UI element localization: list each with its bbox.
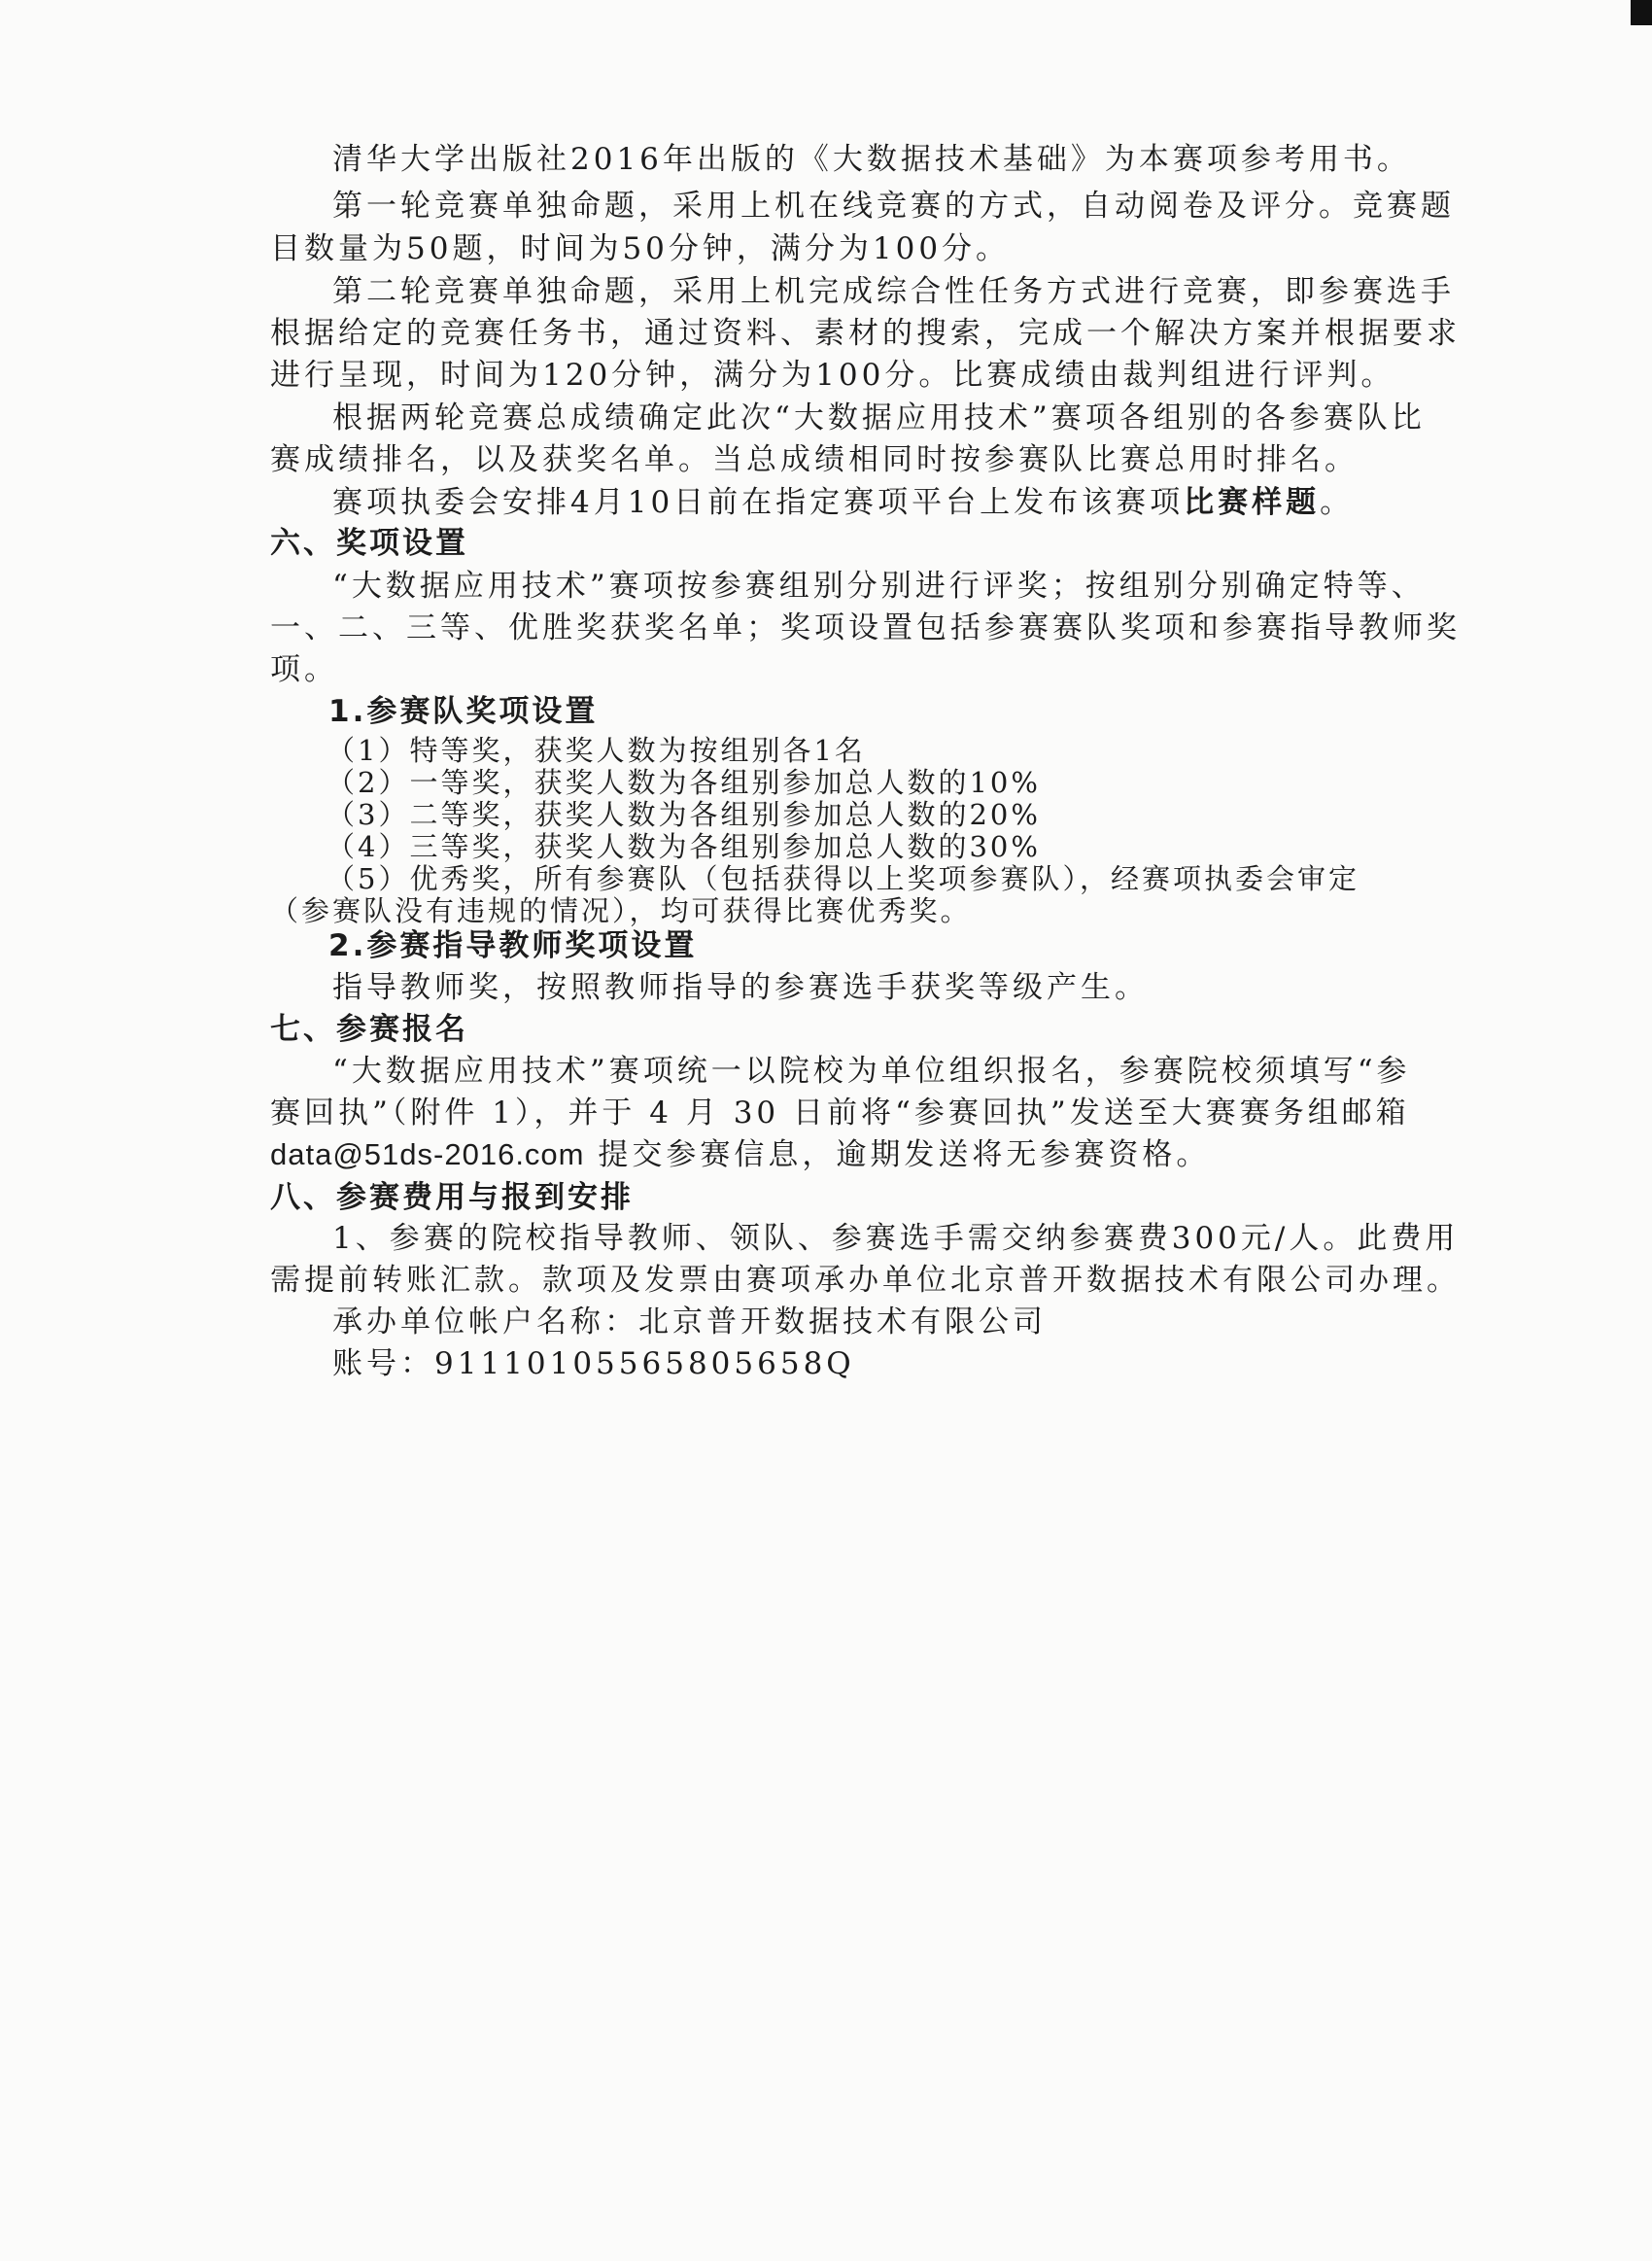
awards-intro-line3: 项。 xyxy=(270,652,338,687)
section-heading-registration: 七、参赛报名 xyxy=(270,1012,468,1047)
paragraph-ranking-line2: 赛成绩排名，以及获奖名单。当总成绩相同时按参赛队比赛总用时排名。 xyxy=(270,442,1359,477)
subheading-team-awards: 1.参赛队奖项设置 xyxy=(328,694,599,729)
award-item-4: （4）三等奖，获奖人数为各组别参加总人数的30% xyxy=(327,830,1041,863)
subheading-teacher-awards: 2.参赛指导教师奖项设置 xyxy=(328,928,698,963)
registration-email-link[interactable]: data@51ds-2016.com xyxy=(270,1137,585,1171)
awards-intro-line2: 一、二、三等、优胜奖获奖名单；奖项设置包括参赛赛队奖项和参赛指导教师奖 xyxy=(270,610,1461,645)
section-heading-fees: 八、参赛费用与报到安排 xyxy=(270,1180,634,1215)
sample-text: 赛项执委会安排4月10日前在指定赛项平台上发布该赛项 xyxy=(332,485,1185,520)
sample-end: 。 xyxy=(1320,485,1355,520)
paragraph-reference-book: 清华大学出版社2016年出版的《大数据技术基础》为本赛项参考用书。 xyxy=(332,142,1411,177)
fees-line2: 需提前转账汇款。款项及发票由赛项承办单位北京普开数据技术有限公司办理。 xyxy=(270,1263,1461,1298)
paragraph-sample-questions xyxy=(332,483,1354,522)
award-item-5: （5）优秀奖，所有参赛队（包括获得以上奖项参赛队），经赛项执委会审定 xyxy=(327,862,1359,895)
registration-line1: “大数据应用技术”赛项统一以院校为单位组织报名，参赛院校须填写“参 xyxy=(332,1054,1411,1089)
paragraph-round2-line1: 第二轮竞赛单独命题，采用上机完成综合性任务方式进行竞赛，即参赛选手 xyxy=(332,274,1455,309)
paragraph-round2-line3: 进行呈现，时间为120分钟，满分为100分。比赛成绩由裁判组进行评判。 xyxy=(270,358,1395,393)
award-item-5-cont: （参赛队没有违规的情况），均可获得比赛优秀奖。 xyxy=(270,894,972,927)
award-item-3: （3）二等奖，获奖人数为各组别参加总人数的20% xyxy=(327,798,1041,831)
registration-line2: 赛回执”（附件 1），并于 4 月 30 日前将“参赛回执”发送至大赛赛务组邮箱 xyxy=(270,1096,1410,1130)
teacher-awards-text: 指导教师奖，按照教师指导的参赛选手获奖等级产生。 xyxy=(332,970,1149,1005)
section-heading-awards: 六、奖项设置 xyxy=(270,526,468,561)
award-item-1: （1）特等奖，获奖人数为按组别各1名 xyxy=(327,734,866,767)
paragraph-round2-line2: 根据给定的竞赛任务书，通过资料、素材的搜索，完成一个解决方案并根据要求 xyxy=(270,316,1461,351)
account-number: 账号：91110105565805658Q xyxy=(332,1346,855,1381)
award-item-2: （2）一等奖，获奖人数为各组别参加总人数的10% xyxy=(327,766,1041,799)
sample-bold-text: 比赛样题 xyxy=(1184,485,1321,520)
paragraph-round1-line1: 第一轮竞赛单独命题，采用上机在线竞赛的方式，自动阅卷及评分。竞赛题 xyxy=(332,189,1455,224)
registration-line3-rest: 提交参赛信息，逾期发送将无参赛资格。 xyxy=(584,1137,1211,1172)
paragraph-round1-line2: 目数量为50题，时间为50分钟，满分为100分。 xyxy=(270,231,1011,266)
account-name: 承办单位帐户名称：北京普开数据技术有限公司 xyxy=(332,1304,1047,1339)
fees-line1: 1、参赛的院校指导教师、领队、参赛选手需交纳参赛费300元/人。此费用 xyxy=(332,1221,1460,1256)
registration-line3 xyxy=(270,1135,1210,1174)
paragraph-ranking-line1: 根据两轮竞赛总成绩确定此次“大数据应用技术”赛项各组别的各参赛队比 xyxy=(332,400,1426,435)
awards-intro-line1: “大数据应用技术”赛项按参赛组别分别进行评奖；按组别分别确定特等、 xyxy=(332,569,1426,604)
